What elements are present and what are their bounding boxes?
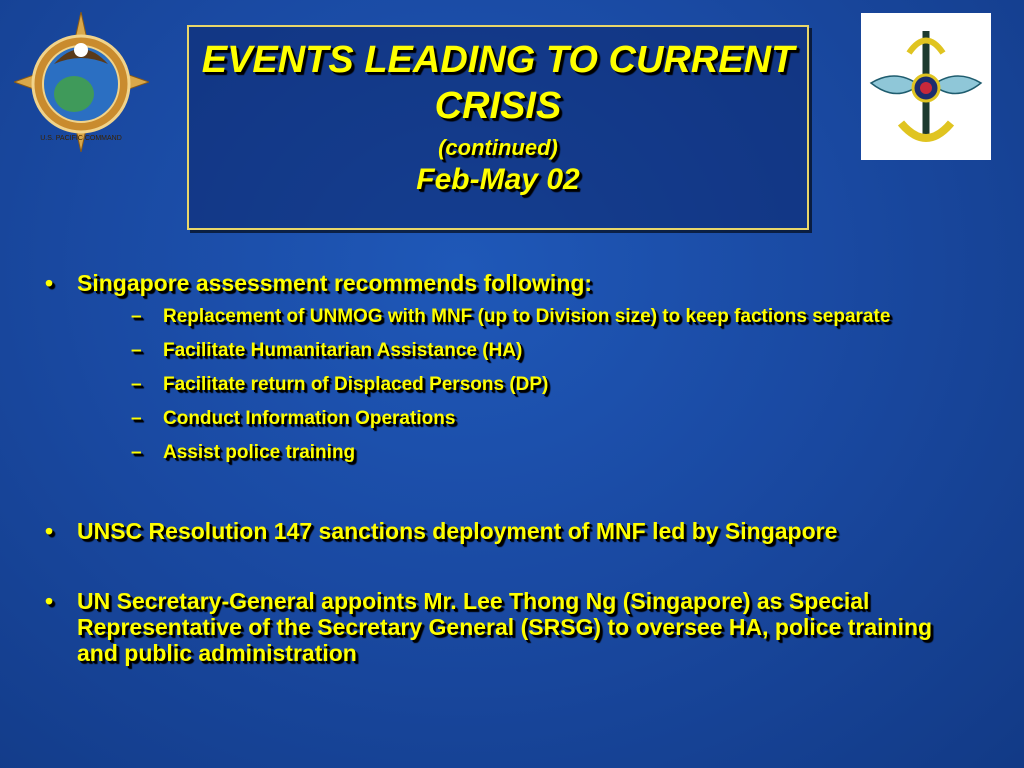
bullet-item xyxy=(45,270,975,466)
slide-title: EVENTS LEADING TO CURRENT CRISIS xyxy=(201,39,795,127)
dash-mark: – xyxy=(131,306,142,327)
bullet-item xyxy=(45,588,975,666)
slide-subtitle-dates: Feb-May 02 xyxy=(416,163,580,196)
sub-bullet-text: Facilitate Humanitarian Assistance (HA) xyxy=(163,340,523,361)
bullet-list xyxy=(45,270,975,702)
bullet-item xyxy=(45,518,975,544)
dash-mark: – xyxy=(131,374,142,395)
title-box xyxy=(187,25,809,230)
slide-subtitle-continued: (continued) xyxy=(438,135,558,160)
bullet-mark: • xyxy=(45,588,54,614)
bullet-text: Singapore assessment recommends following: xyxy=(77,270,593,296)
dash-mark: – xyxy=(131,408,142,429)
sub-bullet-item xyxy=(77,372,975,398)
logo-left-text: U.S. PACIFIC COMMAND xyxy=(40,135,122,142)
bullet-mark: • xyxy=(45,270,54,296)
sub-bullet-text: Replacement of UNMOG with MNF (up to Division size) to keep factions separate xyxy=(163,306,891,327)
bullet-text: UN Secretary-General appoints Mr. Lee Thong Ng (Singapore) as Special Representative of the Secretary General (SRSG) to oversee HA, police training and public administration xyxy=(77,588,933,666)
naval-anchor-emblem-logo xyxy=(861,13,991,160)
sub-bullet-item xyxy=(77,304,975,330)
sub-bullet-item xyxy=(77,406,975,432)
sub-bullet-item xyxy=(77,338,975,364)
pacific-command-seal-logo xyxy=(14,12,149,152)
dash-mark: – xyxy=(131,340,142,361)
sub-bullet-text: Facilitate return of Displaced Persons (DP) xyxy=(163,374,549,395)
bullet-mark: • xyxy=(45,518,54,544)
dash-mark: – xyxy=(131,442,142,463)
sub-bullet-text: Conduct Information Operations xyxy=(163,408,456,429)
bullet-text: UNSC Resolution 147 sanctions deployment of MNF led by Singapore xyxy=(77,518,838,544)
sub-bullet-text: Assist police training xyxy=(163,442,356,463)
sub-bullet-item xyxy=(77,440,975,466)
